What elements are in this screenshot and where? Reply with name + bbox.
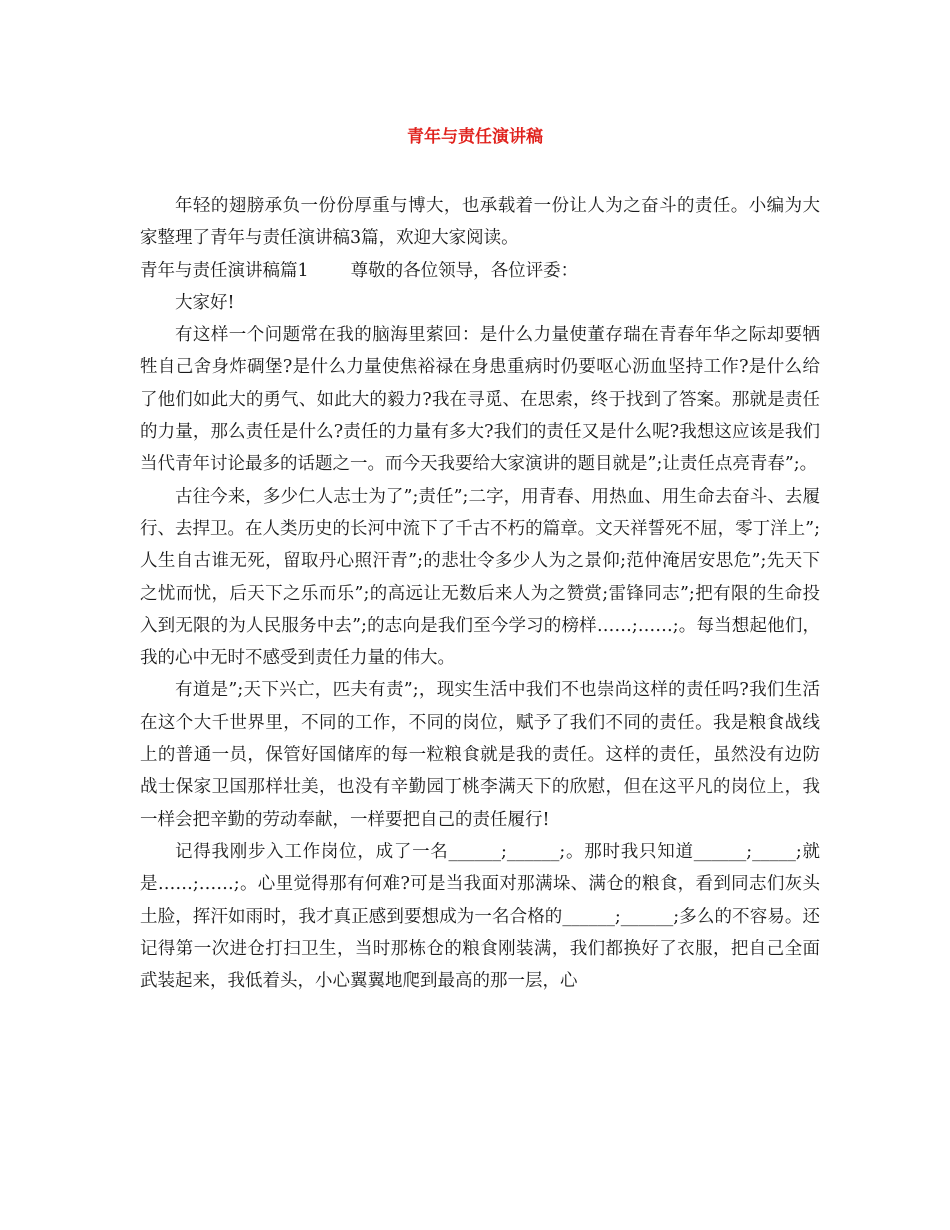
- section-heading-line: [140, 255, 820, 287]
- salutation: 尊敬的各位领导，各位评委：: [350, 260, 579, 281]
- body-paragraph: 有道是”;天下兴亡，匹夫有责”;，现实生活中我们不也崇尚这样的责任吗?我们生活在这个大千世界里，不同的工作，不同的岗位，赋予了我们不同的责任。我是粮食战线上的普通一员，保管好国储库的每一粒粮食就是我的责任。这样的责任，虽然没有边防战士保家卫国那样壮美，也没有辛勤园丁桃李满天下的欣慰，但在这平凡的岗位上，我一样会把辛勤的劳动奉献，一样要把自己的责任履行!: [140, 680, 820, 830]
- body-paragraph: 古往今来，多少仁人志士为了”;责任”;二字，用青春、用热血、用生命去奋斗、去履行、去捍卫。在人类历史的长河中流下了千古不朽的篇章。文天祥誓死不屈，零丁洋上”;人生自古谁无死，留取丹心照汗青”;的悲壮令多少人为之景仰;范仲淹居安思危”;先天下之忧而忧，后天下之乐而乐”;的高远让无数后来人为之赞赏;雷锋同志”;把有限的生命投入到无限的为人民服务中去”;的志向是我们至今学习的榜样……;……;。每当想起他们，我的心中无时不感受到责任力量的伟大。: [140, 486, 820, 669]
- section-heading: 青年与责任演讲稿篇1: [140, 260, 309, 281]
- document-body: [140, 190, 820, 997]
- body-paragraph: 记得我刚步入工作岗位，成了一名______;______;。那时我只知道______;_____;就是……;……;。心里觉得那有何难?可是当我面对那满垛、满仓的粮食，看到同志们灰头土脸，挥汗如雨时，我才真正感到要想成为一名合格的______;______;多么的不容易。还记得第一次进仓打扫卫生，当时那栋仓的粮食刚装满，我们都换好了衣服，把自己全面武装起来，我低着头，小心翼翼地爬到最高的那一层，心: [140, 841, 820, 992]
- document-title: 青年与责任演讲稿: [407, 127, 543, 147]
- body-paragraph: 有这样一个问题常在我的脑海里萦回：是什么力量使董存瑞在青春年华之际却要牺牲自己舍身炸碉堡?是什么力量使焦裕禄在身患重病时仍要呕心沥血坚持工作?是什么给了他们如此大的勇气、如此大的毅力?我在寻觅、在思索，终于找到了答案。那就是责任的力量，那么责任是什么?责任的力量有多大?我们的责任又是什么呢?我想这应该是我们当代青年讨论最多的话题之一。而今天我要给大家演讲的题目就是”;让责任点亮青春”;。: [140, 325, 820, 475]
- intro-paragraph: 年轻的翅膀承负一份份厚重与博大，也承载着一份让人为之奋斗的责任。小编为大家整理了青年与责任演讲稿3篇，欢迎大家阅读。: [140, 196, 820, 249]
- greeting: 大家好!: [175, 292, 235, 313]
